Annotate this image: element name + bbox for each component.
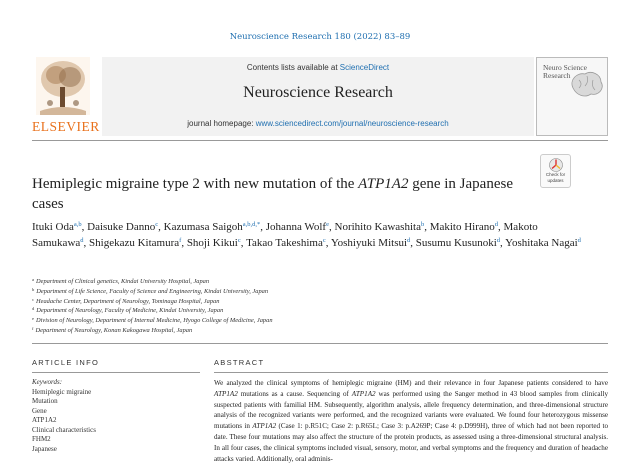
- author-affiliation-marker[interactable]: d: [496, 236, 501, 244]
- journal-title: Neuroscience Research: [243, 84, 393, 101]
- cover-title: Neuro Science Research: [543, 63, 587, 81]
- author-name: Daisuke Danno: [87, 221, 156, 233]
- affiliation-key: e: [32, 316, 34, 322]
- author-affiliation-marker[interactable]: d: [577, 236, 581, 244]
- elsevier-wordmark: ELSEVIER: [32, 119, 100, 134]
- author-name: Makoto Samukawa: [32, 221, 538, 249]
- author-affiliation-marker[interactable]: a,b,d,*: [242, 221, 261, 228]
- abstract-seg-1: We analyzed the clinical symptoms of hemiplegic migraine (HM) and their relevance in four Japanese patients considered to have: [214, 379, 608, 387]
- title-text-1: Hemiplegic migraine type 2 with new mutation of the: [32, 176, 359, 192]
- affiliation-text: Department of Clinical genetics, Kindai University Hospital, Japan: [36, 278, 210, 285]
- affiliation: [32, 306, 592, 316]
- abstract-gene-3: ATP1A2: [252, 422, 277, 431]
- journal-header: [32, 57, 608, 136]
- author[interactable]: [430, 221, 498, 233]
- abstract-gene-1: ATP1A2: [214, 389, 238, 398]
- author-affiliation-marker[interactable]: b: [420, 221, 425, 228]
- keyword: Hemiplegic migraine: [32, 387, 92, 396]
- abstract-seg-2: mutations as a cause. Sequencing of: [237, 389, 352, 398]
- article-info-rule: [32, 372, 200, 373]
- elsevier-logo[interactable]: [32, 57, 100, 136]
- affiliation-divider: [32, 343, 608, 344]
- keyword: ATP1A2: [32, 416, 57, 424]
- journal-citation: [0, 32, 640, 42]
- article-info-heading: ARTICLE INFO: [32, 358, 100, 367]
- author-affiliation-marker[interactable]: c: [322, 236, 326, 244]
- check-for-updates-badge[interactable]: [540, 154, 571, 188]
- author-affiliation-marker[interactable]: c: [155, 221, 159, 228]
- author[interactable]: [187, 237, 241, 249]
- keyword: FHM2: [32, 435, 51, 443]
- journal-cover[interactable]: [536, 57, 608, 136]
- author-name: Yoshitaka Nagai: [505, 236, 578, 249]
- author[interactable]: [89, 237, 181, 249]
- affiliation: [32, 277, 592, 287]
- contents-line: [102, 63, 534, 72]
- author-affiliation-marker[interactable]: d: [407, 236, 411, 244]
- abstract-rule: [214, 372, 608, 373]
- author-name: Yoshiyuki Mitsui: [330, 236, 408, 249]
- homepage-line: [102, 119, 534, 128]
- affiliation-key: d: [32, 306, 35, 312]
- check-updates-label-1: Check for: [545, 172, 566, 177]
- homepage-prefix: journal homepage:: [187, 119, 256, 128]
- author-name: Shigekazu Kitamura: [89, 236, 180, 249]
- affiliation: [32, 287, 592, 297]
- author[interactable]: [416, 237, 500, 249]
- author-list: Ituki Oda$^{a,b}$, Daisuke Danno$^c$, Kazumasa Saigoh$^{a,b,d,*}$, Johanna Wolf$^e$, Norihito Kawashita$^b$, Makito Hirano$^d$, Makoto Samukawa$^d$, Shigekazu Kitamura$^f$, Shoji Kikui$^c$, Takao Takeshima$^c$, Yoshiyuki Mitsui$^d$, Susumu Kusunoki$^d$, Yoshitaka Nagai$^d$: [32, 221, 581, 249]
- check-updates-icon: [549, 158, 563, 172]
- author[interactable]: [505, 237, 581, 249]
- affiliation-key: a: [32, 277, 34, 282]
- author-name: Takao Takeshima: [246, 236, 323, 249]
- title-gene: ATP1A2: [358, 176, 409, 192]
- author-affiliation-marker[interactable]: d: [80, 236, 84, 244]
- keywords-block: [32, 378, 200, 454]
- masthead: [102, 57, 534, 136]
- author[interactable]: [32, 221, 82, 233]
- affiliation: [32, 297, 592, 307]
- affiliation: [32, 316, 592, 326]
- author[interactable]: [331, 237, 410, 249]
- author-affiliation-marker[interactable]: f: [179, 236, 182, 244]
- abstract-heading: ABSTRACT: [214, 358, 265, 367]
- abstract-text: [214, 378, 608, 464]
- affiliation-key: b: [32, 286, 35, 292]
- author-name: Makito Hirano: [429, 221, 495, 233]
- author-name: Norihito Kawashita: [334, 221, 421, 233]
- abstract-seg-4: (Case 1: p.R51C; Case 2: p.R65L; Case 3: p.A269P; Case 4: p.D999H), three of which had not been reported to date. These four mutations may also affect the structure of the protein products, as assessed using a three-dimensional structural analysis. In all four cases, the clinical symptoms included visual, sensory, motor, and verbal symptoms and the frequency and duration of headache attacks varied. Additionally, oral adminis-: [214, 422, 608, 463]
- author-affiliation-marker[interactable]: d: [494, 221, 499, 228]
- contents-prefix: Contents lists available at: [246, 63, 340, 72]
- affiliation-key: c: [32, 296, 34, 302]
- author[interactable]: [87, 221, 158, 233]
- author[interactable]: [266, 221, 329, 233]
- sciencedirect-link[interactable]: ScienceDirect: [339, 63, 390, 72]
- author-name: Susumu Kusunoki: [415, 236, 497, 249]
- check-updates-label-2: updates: [547, 177, 564, 183]
- affiliation-list: [32, 277, 592, 336]
- author[interactable]: [164, 221, 261, 233]
- author-affiliation-marker[interactable]: e: [326, 221, 329, 228]
- keyword: Clinical characteristics: [32, 425, 96, 434]
- keyword: Japanese: [32, 444, 57, 453]
- elsevier-tree-icon: [36, 57, 90, 115]
- author[interactable]: [335, 221, 425, 233]
- article-title: [32, 174, 532, 214]
- affiliation-text: Department of Neurology, Konan Kakogawa Hospital, Japan: [35, 326, 193, 334]
- author-name: Johanna Wolf: [265, 221, 327, 233]
- keywords-label: Keywords:: [32, 378, 63, 386]
- header-divider: [32, 140, 608, 141]
- author-name: Kazumasa Saigoh: [163, 221, 243, 233]
- journal-citation-link[interactable]: Neuroscience Research 180 (2022) 83–89: [229, 32, 411, 42]
- author-affiliation-marker[interactable]: a,b: [73, 221, 82, 228]
- abstract-gene-2: ATP1A2: [351, 389, 376, 398]
- author[interactable]: [246, 237, 326, 249]
- affiliation-text: Department of Neurology, Faculty of Medicine, Kindai University, Japan: [36, 307, 224, 315]
- keyword: Gene: [32, 406, 47, 415]
- affiliation-key: f: [32, 325, 34, 331]
- author-affiliation-marker[interactable]: c: [237, 236, 241, 244]
- brain-icon: [567, 70, 605, 100]
- author-name: Shoji Kikui: [186, 236, 238, 249]
- affiliation-text: Headache Center, Department of Neurology, Tominaga Hospital, Japan: [36, 297, 220, 305]
- affiliation: [32, 326, 592, 336]
- author-name: Ituki Oda: [32, 221, 74, 233]
- keyword: Mutation: [32, 397, 58, 405]
- journal-homepage-link[interactable]: www.sciencedirect.com/journal/neuroscience-research: [255, 119, 449, 128]
- title-text-2: gene in Japanese cases: [32, 176, 513, 212]
- affiliation-text: Department of Life Science, Faculty of Science and Engineering, Kindai University, Japan: [36, 287, 269, 295]
- abstract-seg-3: was performed using the Sanger method in 43 blood samples from clinically suspected patients with familial HM. Subsequently, algorithm analysis, allele frequency determination, and three-dimensional structure analysis of the recognized variants were performed, and the recognized variants were evaluated. We found four heterozygous missense mutations in: [214, 389, 609, 431]
- affiliation-text: Division of Neurology, Department of Internal Medicine, Hyogo College of Medicine, Japan: [36, 317, 273, 325]
